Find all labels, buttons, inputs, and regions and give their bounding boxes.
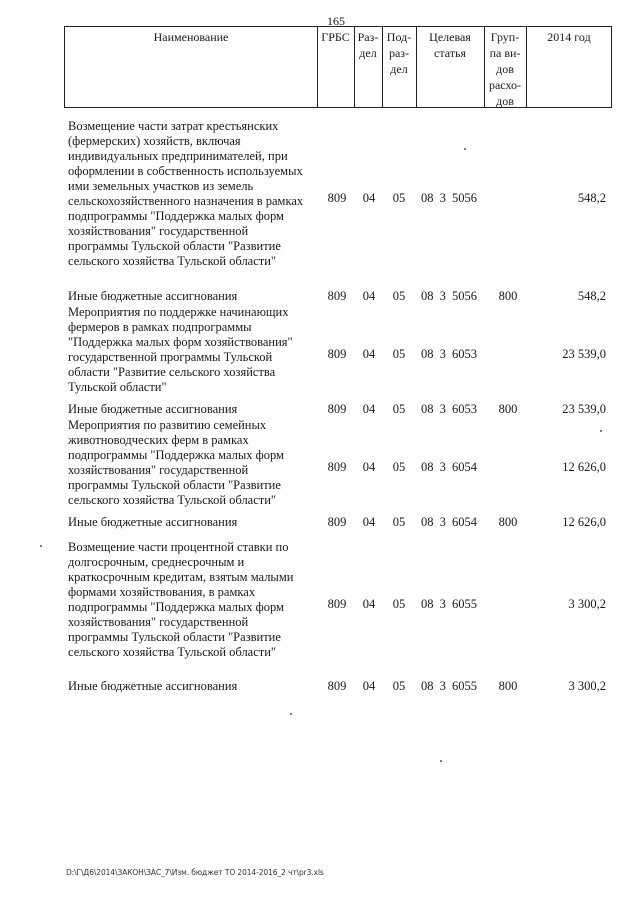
cell-vid: 800 <box>498 402 518 416</box>
cell-celevaya: 08 3 6055 <box>421 597 477 611</box>
header-grbs: ГРБС <box>321 30 350 44</box>
row-name: Мероприятия по поддержке начинающих фермеров в рамках подпрограммы "Поддержка малых форм хозяйствования" государственной программы Тульской области "Развитие сельского хозяйства Тульской области" <box>68 305 293 394</box>
cell-celevaya: 08 3 6053 <box>421 402 477 416</box>
cell-vid: 800 <box>498 679 518 693</box>
cell-razdel: 04 <box>362 597 376 611</box>
cell-amount: 548,2 <box>577 289 606 303</box>
row-name: Иные бюджетные ассигнования <box>68 289 238 303</box>
cell-amount: 23 539,0 <box>562 402 606 416</box>
cell-podrazdel: 05 <box>392 347 406 361</box>
scan-speck <box>40 545 42 547</box>
cell-vid: 800 <box>498 289 518 303</box>
cell-grbs: 809 <box>327 679 347 693</box>
cell-amount: 3 300,2 <box>568 679 606 693</box>
scan-speck <box>600 430 602 432</box>
header-name: Наименование <box>153 30 229 44</box>
cell-razdel: 04 <box>362 347 376 361</box>
cell-razdel: 04 <box>362 460 376 474</box>
header-podrazdel: Под- раз- дел <box>386 30 412 76</box>
cell-amount: 23 539,0 <box>562 347 606 361</box>
scan-speck <box>440 760 442 762</box>
cell-podrazdel: 05 <box>392 191 406 205</box>
cell-grbs: 809 <box>327 515 347 529</box>
cell-celevaya: 08 3 6054 <box>421 515 477 529</box>
cell-razdel: 04 <box>362 515 376 529</box>
cell-celevaya: 08 3 5056 <box>421 191 477 205</box>
row-name: Иные бюджетные ассигнования <box>68 515 238 529</box>
row-name: Возмещение части затрат крестьянских (фермерских) хозяйств, включая индивидуальных предпринимателей, при оформлении в собственность используемых ими земельных участков из земель сельскохозяйственного назначения в рамках подпрограммы "Поддержка малых форм хозяйствования" государственной программы Тульской области "Развитие сельского хозяйства Тульской области" <box>68 119 304 268</box>
cell-grbs: 809 <box>327 347 347 361</box>
cell-podrazdel: 05 <box>392 289 406 303</box>
cell-amount: 12 626,0 <box>562 460 606 474</box>
footer-file-path: D:\Г\Д6\2014\ЗАКОН\ЗАС_7\Изм. бюджет ТО 2014-2016_2 чт\pr3.xls <box>66 868 324 877</box>
cell-grbs: 809 <box>327 191 347 205</box>
cell-podrazdel: 05 <box>392 460 406 474</box>
cell-podrazdel: 05 <box>392 597 406 611</box>
header-vid: Груп- па ви- дов расхо- дов <box>488 30 522 108</box>
page-number: 165 <box>327 14 345 28</box>
header-celevaya: Целевая статья <box>429 30 471 60</box>
row-name: Возмещение части процентной ставки по долгосрочным, среднесрочным и краткосрочным кредитам, взятым малыми формами хозяйствования, в рамках подпрограммы "Поддержка малых форм хозяйствования" государственной программы Тульской области "Развитие сельского хозяйства Тульской области" <box>68 540 294 659</box>
cell-amount: 548,2 <box>577 191 606 205</box>
cell-razdel: 04 <box>362 679 376 693</box>
cell-amount: 12 626,0 <box>562 515 606 529</box>
row-name: Иные бюджетные ассигнования <box>68 402 238 416</box>
cell-razdel: 04 <box>362 289 376 303</box>
cell-grbs: 809 <box>327 597 347 611</box>
cell-razdel: 04 <box>362 402 376 416</box>
header-year: 2014 год <box>547 30 591 44</box>
cell-amount: 3 300,2 <box>568 597 606 611</box>
cell-celevaya: 08 3 6054 <box>421 460 477 474</box>
cell-vid: 800 <box>498 515 518 529</box>
cell-celevaya: 08 3 6055 <box>421 679 477 693</box>
cell-podrazdel: 05 <box>392 402 406 416</box>
cell-podrazdel: 05 <box>392 515 406 529</box>
cell-grbs: 809 <box>327 402 347 416</box>
cell-grbs: 809 <box>327 460 347 474</box>
table-header <box>64 26 612 108</box>
cell-grbs: 809 <box>327 289 347 303</box>
scan-speck <box>464 148 466 150</box>
header-razdel: Раз- дел <box>357 30 379 60</box>
row-name: Мероприятия по развитию семейных животноводческих ферм в рамках подпрограммы "Поддержка малых форм хозяйствования" государственной программы Тульской области "Развитие сельского хозяйства Тульской области" <box>68 418 284 507</box>
cell-razdel: 04 <box>362 191 376 205</box>
scan-speck <box>290 713 292 715</box>
cell-celevaya: 08 3 6053 <box>421 347 477 361</box>
row-name: Иные бюджетные ассигнования <box>68 679 238 693</box>
cell-celevaya: 08 3 5056 <box>421 289 477 303</box>
cell-podrazdel: 05 <box>392 679 406 693</box>
